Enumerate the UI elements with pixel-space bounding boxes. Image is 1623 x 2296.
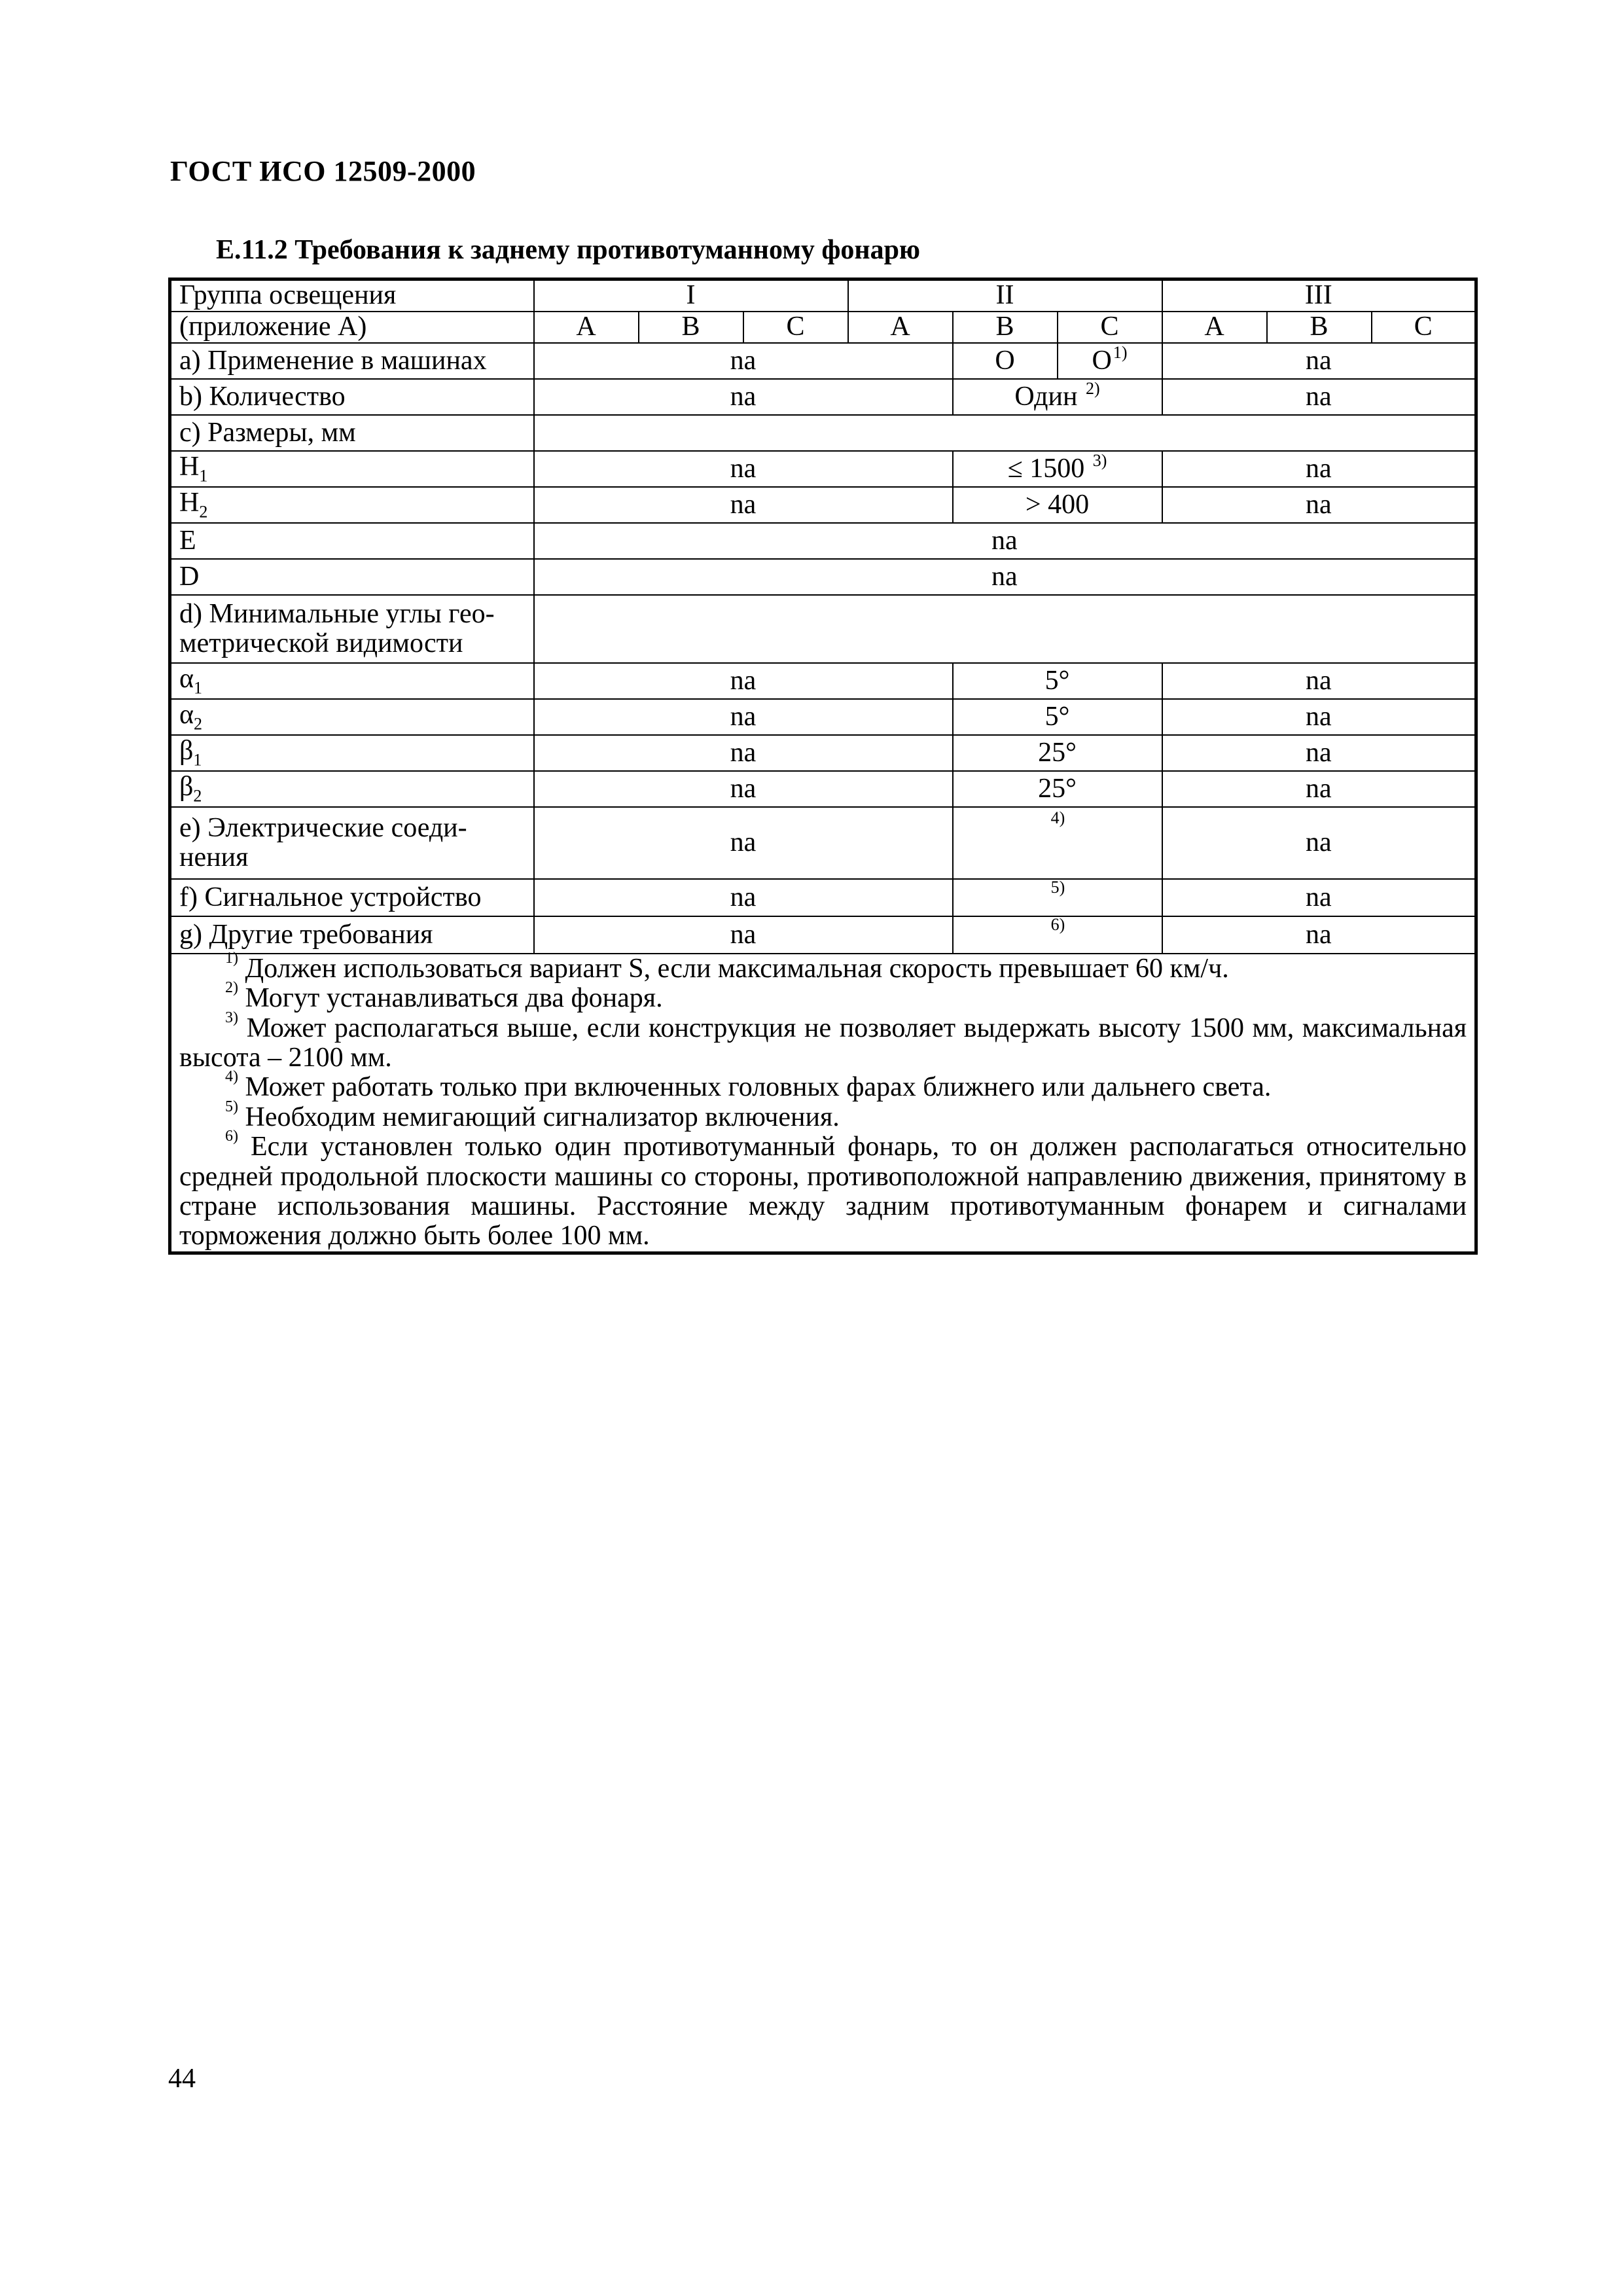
subcol-header: C <box>1372 312 1476 343</box>
subcol-header: C <box>743 312 848 343</box>
table-row-h2 <box>170 487 1476 523</box>
cell-all-groups: na <box>534 559 1476 595</box>
footnote-ref: 3) <box>1092 450 1107 470</box>
cell-group-i: na <box>534 807 953 879</box>
table-row-quantity <box>170 379 1476 415</box>
footnotes <box>170 950 1476 1253</box>
footnote-mark: 1) <box>225 950 238 967</box>
cell-group-iii: na <box>1162 699 1476 735</box>
row-label <box>170 487 534 523</box>
row-label <box>170 595 534 663</box>
footnote-mark: 5) <box>225 1098 238 1115</box>
table-row-electrical <box>170 807 1476 879</box>
cell-group-iii: na <box>1162 771 1476 807</box>
section-title: E.11.2 Требования к заднему противотуманному фонарю <box>216 235 921 265</box>
footnote-mark: 6) <box>225 1128 238 1145</box>
cell-group-ii: 5° <box>953 663 1162 699</box>
row-label <box>170 699 534 735</box>
cell-value: Один <box>1014 381 1078 412</box>
subcol-header: B <box>953 312 1058 343</box>
group-i-header: I <box>534 279 848 312</box>
cell-group-iii: na <box>1162 807 1476 879</box>
symbol-subscript: 1 <box>199 466 208 486</box>
cell-group-ii <box>953 379 1162 415</box>
footnote-ref: 5) <box>1050 878 1065 897</box>
cell-group-iii: na <box>1162 487 1476 523</box>
symbol-subscript: 2 <box>193 786 202 806</box>
cell-group-i: na <box>534 451 953 487</box>
row-label: g) Другие требования <box>170 916 534 954</box>
symbol: α <box>179 700 194 730</box>
cell-group-iii: na <box>1162 879 1476 916</box>
footnote-mark: 2) <box>225 979 238 997</box>
footnote <box>179 950 1467 984</box>
cell-empty <box>534 415 1476 451</box>
label-line: метрической видимости <box>179 628 463 658</box>
footnote <box>179 1009 1467 1073</box>
group-iii-header: III <box>1162 279 1476 312</box>
subcol-header: A <box>848 312 953 343</box>
cell-group-iii: na <box>1162 343 1476 379</box>
symbol: β <box>179 772 194 802</box>
row-label: b) Количество <box>170 379 534 415</box>
group-label: Группа освещения <box>170 279 534 312</box>
table-row-beta1 <box>170 735 1476 771</box>
group-ii-header: II <box>848 279 1162 312</box>
table-row-other <box>170 916 1476 954</box>
footnote-text: Должен использоваться вариант S, если максимальная скорость превышает 60 км/ч. <box>245 954 1229 984</box>
cell-group-i: na <box>534 879 953 916</box>
cell-group-ii <box>953 916 1162 954</box>
cell-group-ii: 25° <box>953 771 1162 807</box>
cell-group-i: na <box>534 379 953 415</box>
table-row-alpha2 <box>170 699 1476 735</box>
cell-group-i: na <box>534 771 953 807</box>
row-label: E <box>170 523 534 559</box>
footnote-ref: 6) <box>1050 915 1065 934</box>
group-label-annex: (приложение А) <box>170 312 534 343</box>
table-row-beta2 <box>170 771 1476 807</box>
symbol: β <box>179 736 194 766</box>
footnote <box>179 979 1467 1014</box>
cell-value: ≤ 1500 <box>1007 453 1085 484</box>
row-label: D <box>170 559 534 595</box>
subcol-header: B <box>1267 312 1372 343</box>
cell-group-i: na <box>534 699 953 735</box>
symbol-subscript: 1 <box>193 750 202 770</box>
footnote <box>179 1068 1467 1103</box>
label-line: e) Электрические соеди- <box>179 812 467 843</box>
subcol-header: A <box>1162 312 1267 343</box>
cell-group-iii: na <box>1162 451 1476 487</box>
row-label <box>170 451 534 487</box>
footnote-text: Необходим немигающий сигнализатор включения. <box>245 1102 840 1132</box>
table-row-signal <box>170 879 1476 916</box>
footnote-text: Если установлен только один противотуманный фонарь, то он должен располагаться относительно средней продольной плоскости машины со стороны, противоположной направлению движения, принятому в стране использования машины. Расстояние между задним противотуманным фонарем и сигналами торможения должно быть более 100 мм. <box>179 1132 1467 1251</box>
footnote <box>179 1128 1467 1251</box>
header-row-subgroups <box>170 312 1476 343</box>
footnote-text: Могут устанавливаться два фонаря. <box>245 983 663 1014</box>
footnote <box>179 1098 1467 1132</box>
row-label <box>170 735 534 771</box>
row-label <box>170 807 534 879</box>
symbol: α <box>179 664 194 694</box>
cell-group-i: na <box>534 735 953 771</box>
row-label: а) Применение в машинах <box>170 343 534 379</box>
document-code: ГОСТ ИСО 12509-2000 <box>170 155 476 187</box>
page-number: 44 <box>168 2064 196 2094</box>
cell-value: O <box>1092 345 1112 376</box>
subcol-header: C <box>1058 312 1162 343</box>
subcol-header: A <box>534 312 639 343</box>
footnote-ref: 4) <box>1050 808 1065 827</box>
footnote-ref: 1) <box>1113 342 1128 362</box>
label-line: d) Минимальные углы гео- <box>179 598 495 629</box>
cell-group-ii: 5° <box>953 699 1162 735</box>
table-row-h1 <box>170 451 1476 487</box>
cell-group-i: na <box>534 487 953 523</box>
cell-group-iii: na <box>1162 663 1476 699</box>
footnotes-row <box>170 954 1476 1253</box>
table-row-application <box>170 343 1476 379</box>
row-label: c) Размеры, мм <box>170 415 534 451</box>
cell-group-ii-c <box>1058 343 1162 379</box>
cell-all-groups: na <box>534 523 1476 559</box>
footnote-text: Может работать только при включенных головных фарах ближнего или дальнего света. <box>245 1072 1272 1103</box>
symbol-subscript: 2 <box>199 502 208 522</box>
footnote-mark: 3) <box>225 1009 238 1026</box>
header-row-groups <box>170 279 1476 312</box>
cell-group-i: na <box>534 343 953 379</box>
footnote-text: Может располагаться выше, если конструкция не позволяет выдержать высоту 1500 мм, максимальная высота – 2100 мм. <box>179 1013 1467 1073</box>
requirements-table <box>168 278 1478 1255</box>
table-row-sizes <box>170 415 1476 451</box>
cell-empty <box>534 595 1476 663</box>
label-line: нения <box>179 842 249 872</box>
cell-group-i: na <box>534 663 953 699</box>
footnote-ref: 2) <box>1085 378 1100 398</box>
cell-group-iii: na <box>1162 916 1476 954</box>
cell-group-ii: > 400 <box>953 487 1162 523</box>
cell-group-ii-b: O <box>953 343 1058 379</box>
table-row-e <box>170 523 1476 559</box>
cell-group-iii: na <box>1162 735 1476 771</box>
cell-group-ii <box>953 879 1162 916</box>
symbol: H <box>179 452 200 482</box>
footnote-mark: 4) <box>225 1068 238 1086</box>
symbol-subscript: 1 <box>194 678 203 698</box>
cell-group-iii: na <box>1162 379 1476 415</box>
symbol: H <box>179 488 200 518</box>
cell-group-ii <box>953 451 1162 487</box>
cell-group-ii: 25° <box>953 735 1162 771</box>
table-row-angles <box>170 595 1476 663</box>
cell-group-i: na <box>534 916 953 954</box>
row-label: f) Сигнальное устройство <box>170 879 534 916</box>
symbol-subscript: 2 <box>194 714 203 734</box>
subcol-header: B <box>639 312 743 343</box>
row-label <box>170 771 534 807</box>
table-row-alpha1 <box>170 663 1476 699</box>
row-label <box>170 663 534 699</box>
table-row-d <box>170 559 1476 595</box>
cell-group-ii <box>953 807 1162 879</box>
